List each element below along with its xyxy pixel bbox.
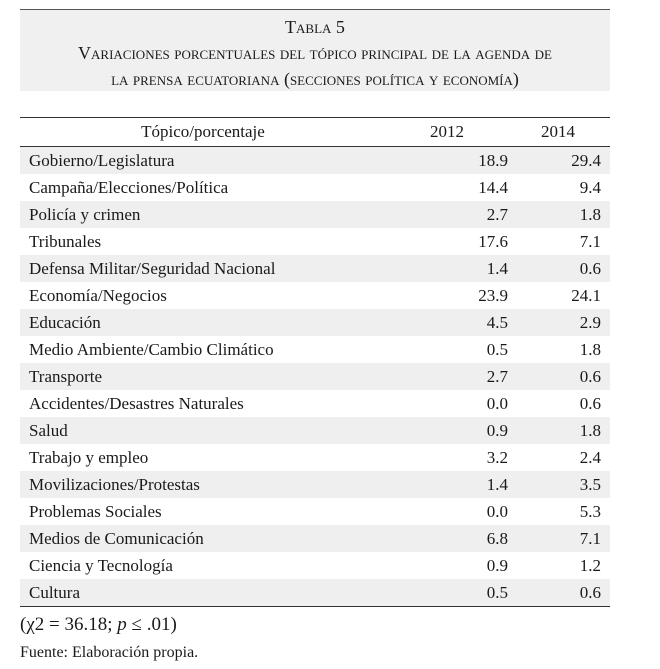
data-table (20, 117, 610, 607)
cell-2012: 4.5 (486, 312, 508, 332)
cell-2014: 1.8 (579, 420, 601, 440)
cell-2012: 0.5 (486, 339, 508, 359)
table-row (20, 471, 610, 498)
cell-topic: Accidentes/Desastres Naturales (29, 393, 244, 413)
table-row (20, 498, 610, 525)
cell-2014: 3.5 (579, 474, 601, 494)
table-row (20, 282, 610, 309)
cell-2014: 0.6 (579, 258, 601, 278)
table-row (20, 201, 610, 228)
cell-2014: 9.4 (579, 177, 601, 197)
cell-2014: 7.1 (579, 231, 601, 251)
cell-topic: Problemas Sociales (29, 501, 162, 521)
table-row (20, 228, 610, 255)
cell-topic: Movilizaciones/Protestas (29, 474, 200, 494)
cell-2014: 1.8 (579, 204, 601, 224)
source-note: Fuente: Elaboración propia. (20, 644, 199, 661)
cell-2012: 0.9 (486, 420, 508, 440)
cell-2012: 0.5 (486, 582, 508, 602)
table-row (20, 174, 610, 201)
table-number: Tabla 5 (285, 17, 345, 37)
cell-2012: 0.0 (486, 501, 508, 521)
table-title-block (20, 9, 610, 91)
table-row (20, 552, 610, 579)
table-header-row (20, 118, 610, 147)
table-row (20, 309, 610, 336)
cell-topic: Ciencia y Tecnología (29, 555, 173, 575)
cell-2014: 1.8 (579, 339, 601, 359)
cell-2012: 23.9 (478, 285, 508, 305)
cell-2012: 14.4 (478, 177, 508, 197)
cell-2012: 1.4 (486, 258, 508, 278)
cell-topic: Defensa Militar/Seguridad Nacional (29, 258, 276, 278)
cell-topic: Educación (29, 312, 101, 332)
statistics-note (20, 614, 177, 636)
cell-topic: Campaña/Elecciones/Política (29, 177, 229, 197)
cell-topic: Transporte (29, 366, 103, 386)
cell-topic: Salud (29, 420, 68, 440)
table-row (20, 444, 610, 471)
cell-2012: 1.4 (486, 474, 508, 494)
table-row (20, 255, 610, 282)
cell-2012: 17.6 (478, 231, 508, 251)
table-title-line-1: Variaciones porcentuales del tópico principal de la agenda de (78, 43, 552, 63)
cell-topic: Economía/Negocios (29, 285, 167, 305)
cell-2012: 0.0 (486, 393, 508, 413)
cell-2014: 2.4 (579, 447, 601, 467)
stats-suffix: ≤ .01) (126, 614, 177, 635)
cell-2014: 29.4 (571, 150, 601, 170)
cell-2014: 5.3 (579, 501, 601, 521)
stats-p: p (117, 614, 127, 635)
cell-2012: 3.2 (486, 447, 508, 467)
cell-2012: 6.8 (486, 528, 508, 548)
cell-2014: 7.1 (579, 528, 601, 548)
cell-topic: Gobierno/Legislatura (29, 150, 175, 170)
cell-2012: 2.7 (486, 366, 508, 386)
cell-2014: 1.2 (579, 555, 601, 575)
cell-2014: 2.9 (579, 312, 601, 332)
header-topic: Tópico/porcentaje (141, 122, 265, 141)
table-row (20, 390, 610, 417)
header-2012: 2012 (430, 122, 464, 141)
cell-topic: Policía y crimen (29, 204, 141, 224)
cell-2012: 0.9 (486, 555, 508, 575)
stats-prefix: (χ2 = 36.18; (20, 614, 118, 635)
cell-2014: 24.1 (571, 285, 601, 305)
table-body (20, 147, 610, 606)
cell-2012: 18.9 (478, 150, 508, 170)
cell-2012: 2.7 (486, 204, 508, 224)
cell-topic: Medios de Comunicación (29, 528, 204, 548)
cell-topic: Trabajo y empleo (29, 447, 149, 467)
cell-2014: 0.6 (579, 582, 601, 602)
table-row (20, 579, 610, 606)
cell-2014: 0.6 (579, 393, 601, 413)
cell-topic: Cultura (29, 582, 80, 602)
table-row (20, 147, 610, 174)
table-row (20, 417, 610, 444)
table-title-line-2: la prensa ecuatoriana (secciones política y economía) (111, 69, 519, 89)
table-row (20, 363, 610, 390)
table-row (20, 525, 610, 552)
cell-topic: Tribunales (29, 231, 102, 251)
table-row (20, 336, 610, 363)
cell-2014: 0.6 (579, 366, 601, 386)
header-2014: 2014 (541, 122, 575, 141)
cell-topic: Medio Ambiente/Cambio Climático (29, 339, 274, 359)
